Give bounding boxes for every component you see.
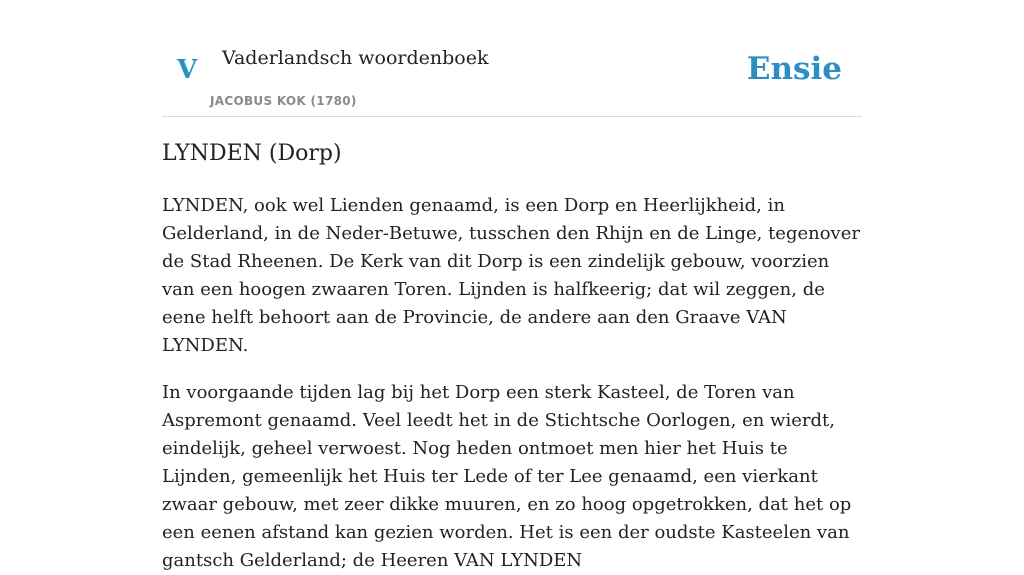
entry-content <box>162 136 862 575</box>
ensie-logo-link[interactable]: Ensie <box>746 51 842 87</box>
entry-paragraph: LYNDEN, ook wel Lienden genaamd, is een Dorp en Heerlijkheid, in Gelderland, in de Neder-Betuwe, tusschen den Rhijn en de Linge, tegenover de Stad Rheenen. De Kerk van dit Dorp is een zindelijk gebouw, voorzien van een hoogen zwaaren Toren. Lijnden is halfkeerig; dat wil zeggen, de eene helft behoort aan de Provincie, de andere aan den Graave VAN LYNDEN. <box>162 195 860 356</box>
book-letter-icon: V <box>177 55 198 85</box>
book-title-link[interactable]: Vaderlandsch woordenboek <box>222 47 489 69</box>
book-header <box>162 0 862 117</box>
entry-paragraph: In voorgaande tijden lag bij het Dorp een sterk Kasteel, de Toren van Aspremont genaamd. Veel leedt het in de Stichtsche Oorlogen, en wierdt, eindelijk, geheel verwoest. Nog heden ontmoet men hier het Huis te Lijnden, gemeenlijk het Huis ter Lede of ter Lee genaamd, een vierkant zwaar gebouw, met zeer dikke muuren, en zo hoog opgetrokken, dat het op een eenen afstand kan gezien worden. Het is een der oudste Kasteelen van gantsch Gelderland; de Heeren VAN LYNDEN <box>162 382 852 571</box>
entry-title: LYNDEN (Dorp) <box>162 141 342 166</box>
book-author: JACOBUS KOK (1780) <box>210 94 357 108</box>
